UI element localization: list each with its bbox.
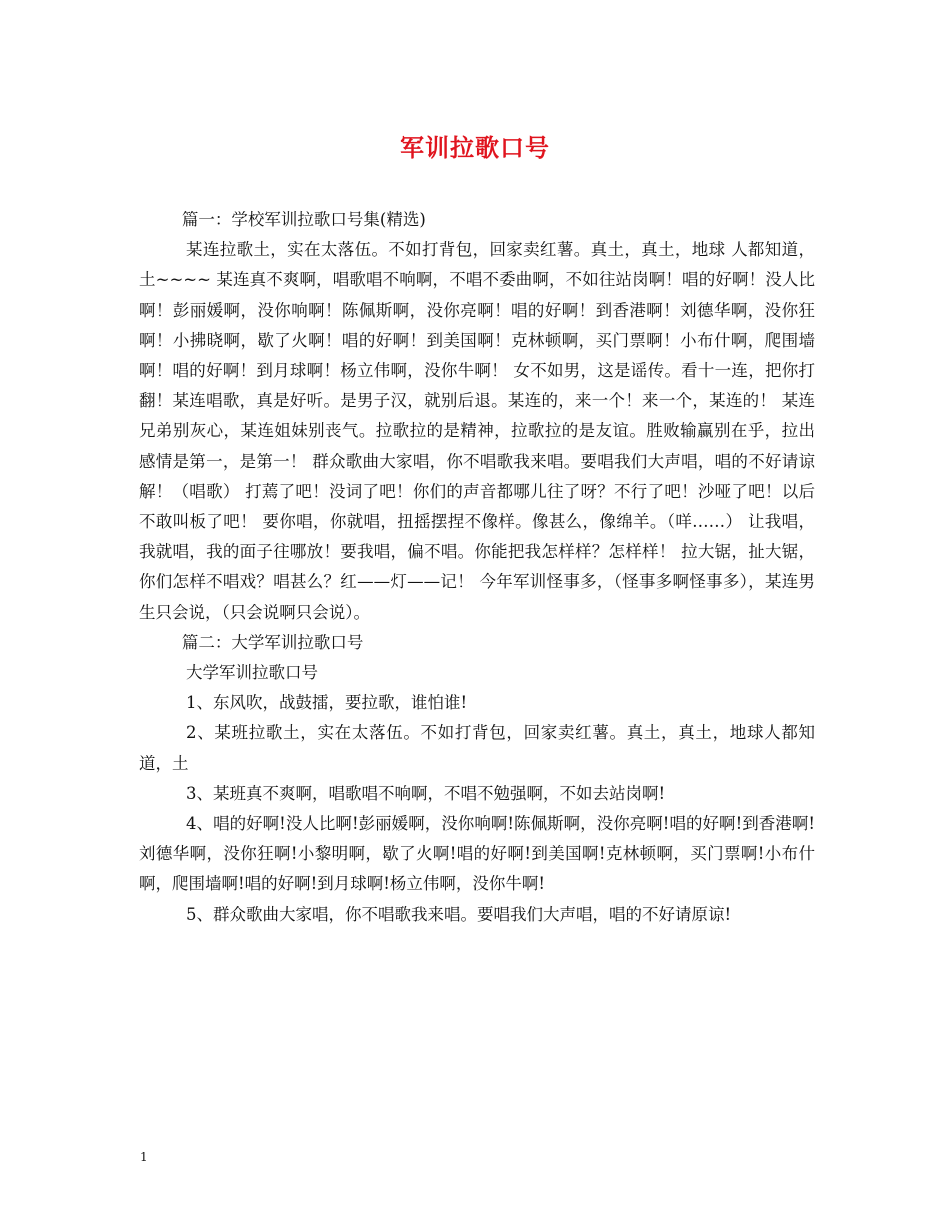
- document-title: 军训拉歌口号: [400, 133, 550, 162]
- paragraph: 2、某班拉歌土，实在太落伍。不如打背包，回家卖红薯。真土，真土，地球人都知道，土: [139, 723, 815, 773]
- paragraph: 篇一：学校军训拉歌口号集(精选): [181, 210, 426, 229]
- paragraph: 5、群众歌曲大家唱，你不唱歌我来唱。要唱我们大声唱，唱的不好请原谅!: [186, 904, 732, 924]
- document-body: [139, 205, 815, 930]
- paragraph: 1、东风吹，战鼓擂，要拉歌，谁怕谁!: [186, 693, 468, 713]
- paragraph: 4、唱的好啊!没人比啊!彭丽媛啊，没你响啊!陈佩斯啊，没你亮啊!唱的好啊!到香港啊!刘德华啊，没你狂啊!小黎明啊，歇了火啊!唱的好啊!到美国啊!克林顿啊，买门票啊!小布什啊，爬围墙啊!唱的好啊!到月球啊!杨立伟啊，没你牛啊!: [139, 814, 815, 894]
- paragraph: 篇二：大学军训拉歌口号: [181, 632, 364, 652]
- paragraph: 某连拉歌土，实在太落伍。不如打背包，回家卖红薯。真土，真土，地球 人都知道，土~~~~ 某连真不爽啊，唱歌唱不响啊，不唱不委曲啊，不如往站岗啊！唱的好啊！没人比啊！彭丽媛啊，没你响啊！陈佩斯啊，没你亮啊！唱的好啊！到香港啊！刘德华啊，没你狂啊！小拂晓啊，歇了火啊！唱的好啊！到美国啊！克林顿啊，买门票啊！小布什啊，爬围墙啊！唱的好啊！到月球啊！杨立伟啊，没你牛啊！ 女不如男，这是谣传。看十一连，把你打翻！某连唱歌，真是好听。是男子汉，就别后退。某连的，来一个！来一个，某连的！ 某连兄弟别灰心，某连姐妹别丧气。拉歌拉的是精神，拉歌拉的是友谊。胜败输赢别在乎，拉出感情是第一，是第一！ 群众歌曲大家唱，你不唱歌我来唱。要唱我们大声唱，唱的不好请谅解！（唱歌） 打蔫了吧！没词了吧！你们的声音都哪儿往了呀？不行了吧！沙哑了吧！以后不敢叫板了吧！ 要你唱，你就唱，扭摇摆捏不像样。像甚么，像绵羊。（咩……） 让我唱，我就唱，我的面子往哪放！要我唱，偏不唱。你能把我怎样样？怎样样！ 拉大锯，扯大锯，你们怎样不唱戏？唱甚么？红——灯——记！ 今年军训怪事多，（怪事多啊怪事多），某连男生只会说，（只会说啊只会说）。: [139, 240, 815, 622]
- paragraph: 3、某班真不爽啊，唱歌唱不响啊，不唱不勉强啊，不如去站岗啊!: [186, 783, 666, 803]
- paragraph: 大学军训拉歌口号: [186, 663, 319, 683]
- page-number: 1: [140, 1150, 148, 1164]
